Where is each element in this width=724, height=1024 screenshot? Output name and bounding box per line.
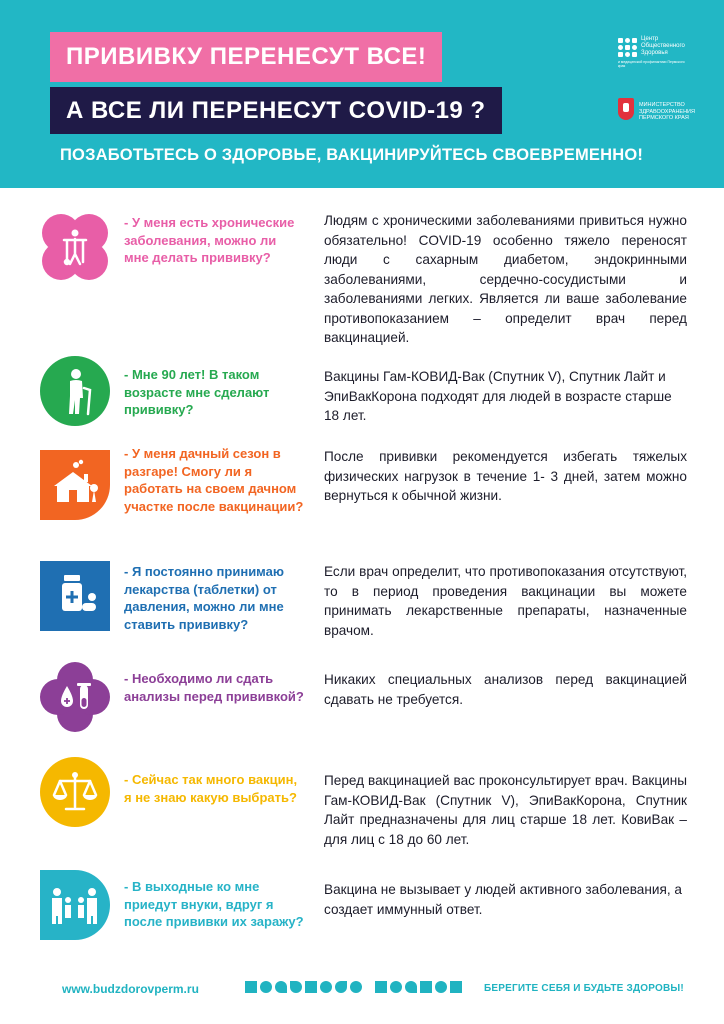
question-text: - В выходные ко мне приедут внуки, вдруг я после прививки их заражу? [124, 879, 304, 929]
question-text: - У меня есть хронические заболевания, можно ли мне делать прививку? [124, 215, 295, 265]
answer-text: Никаких специальных анализов перед вакцинацией сдавать не требуется. [324, 672, 687, 707]
answer-text: Вакцины Гам-КОВИД-Вак (Спутник V), Спутник Лайт и ЭпиВакКорона подходят для людей в возрасте старше 18 лет. [324, 369, 672, 423]
answer-text: Перед вакцинацией вас проконсультирует врач. Вакцины Гам-КОВИД-Вак (Спутник V), ЭпиВакКорона, Спутник Лайт предназначены для лиц старше 18 лет. КовиВак – для лиц с 18 до 60 лет. [324, 773, 687, 847]
logo-ministry-text: МИНИСТЕРСТВО ЗДРАВООХРАНЕНИЯ ПЕРМСКОГО КРАЯ [639, 102, 695, 121]
question-text: - У меня дачный сезон в разгаре! Смогу ли я работать на своем дачном участке после вакцинации? [124, 446, 304, 514]
handicap-person-icon [40, 212, 110, 282]
logo-center-small-text: и медицинской профилактики Пермского края [618, 60, 685, 68]
family-icon [40, 870, 110, 940]
question-text: - Сейчас так много вакцин, я не знаю какую выбрать? [124, 772, 298, 805]
logo-center-text: Центр Общественного Здоровья [641, 36, 685, 56]
answer-text: Людям с хроническими заболеваниями привиться нужно обязательно! COVID-19 особенно тяжело переносят люди с сахарным диабетом, эндокринными заболеваниями, сердечно-сосудистыми и заболеваниями легких. Является ли ваше заболевание противопоказанием – определит врач перед вакцинацией. [324, 213, 687, 345]
coat-of-arms-icon [618, 98, 634, 120]
decorative-icons-strip [245, 981, 467, 997]
footer-slogan: БЕРЕГИТЕ СЕБЯ И БУДЬТЕ ЗДОРОВЫ! [484, 983, 684, 994]
title-line-1: ПРИВИВКУ ПЕРЕНЕСУТ ВСЕ! [50, 32, 442, 82]
public-health-center-logo [618, 36, 713, 66]
header-banner [0, 0, 724, 188]
question-text: - Я постоянно принимаю лекарства (таблетки) от давления, можно ли мне ставить прививку? [124, 564, 284, 632]
ministry-logo [618, 98, 713, 126]
subtitle: ПОЗАБОТЬТЕСЬ О ЗДОРОВЬЕ, ВАКЦИНИРУЙТЕСЬ СВОЕВРЕМЕННО! [60, 146, 644, 164]
grid-logo-icon [618, 38, 638, 58]
scales-icon [40, 757, 110, 827]
title-line-2: А ВСЕ ЛИ ПЕРЕНЕСУТ COVID-19 ? [50, 87, 502, 134]
answer-text: Вакцина не вызывает у людей активного заболевания, а создает иммунный ответ. [324, 882, 682, 917]
elderly-person-icon [40, 356, 110, 426]
answer-text: Если врач определит, что противопоказания отсутствуют, то в период проведения вакцинации вы можете принимать лекарственные препараты, назначенные врачом. [324, 564, 687, 638]
website-link[interactable]: www.budzdorovperm.ru [62, 982, 199, 996]
blood-test-icon [40, 662, 110, 732]
pills-bottle-icon [40, 561, 110, 631]
country-house-icon [40, 450, 110, 520]
question-text: - Необходимо ли сдать анализы перед прививкой? [124, 671, 304, 704]
answer-text: После прививки рекомендуется избегать тяжелых физических нагрузок в течение 1- 3 дней, затем можно вернуться к обычной жизни. [324, 449, 687, 503]
question-text: - Мне 90 лет! В таком возрасте мне сделают прививку? [124, 367, 270, 417]
